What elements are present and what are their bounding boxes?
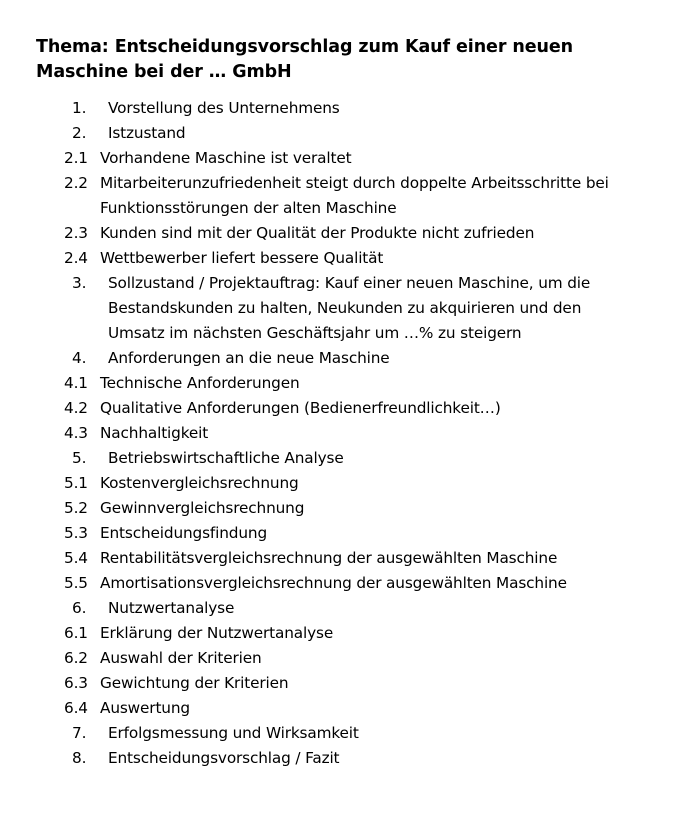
toc-text-line: Kostenvergleichsrechnung xyxy=(100,474,299,492)
title-line-1: Thema: Entscheidungsvorschlag zum Kauf einer neuen xyxy=(36,37,573,57)
toc-number: 6.3 xyxy=(64,674,88,692)
toc-text xyxy=(0,146,679,171)
toc-section xyxy=(0,746,679,771)
toc-number: 8. xyxy=(72,749,87,767)
toc-text xyxy=(0,646,679,671)
toc-text xyxy=(0,496,679,521)
toc-number: 2. xyxy=(72,124,87,142)
toc-number: 4.3 xyxy=(64,424,88,442)
toc-subsection xyxy=(0,371,679,396)
toc-subsection xyxy=(0,671,679,696)
toc-text-line: Istzustand xyxy=(108,124,186,142)
toc-text xyxy=(0,171,679,221)
toc-text-line: Technische Anforderungen xyxy=(100,374,300,392)
toc-text-line: Sollzustand / Projektauftrag: Kauf einer neuen Maschine, um die xyxy=(108,274,591,292)
toc-subsection xyxy=(0,646,679,671)
toc-text xyxy=(0,446,679,471)
toc-text xyxy=(0,671,679,696)
toc-text-line: Gewichtung der Kriterien xyxy=(100,674,289,692)
toc-text-line: Nutzwertanalyse xyxy=(108,599,235,617)
toc-text-line: Qualitative Anforderungen (Bedienerfreundlichkeit…) xyxy=(100,399,501,417)
toc-text xyxy=(0,696,679,721)
toc-number: 6.1 xyxy=(64,624,88,642)
toc-number: 2.4 xyxy=(64,249,88,267)
toc-number: 2.3 xyxy=(64,224,88,242)
toc-text-line: Auswertung xyxy=(100,699,190,717)
toc-text xyxy=(0,121,679,146)
toc-text xyxy=(0,546,679,571)
table-of-contents xyxy=(0,96,679,771)
toc-text-line: Vorstellung des Unternehmens xyxy=(108,99,340,117)
toc-text xyxy=(0,471,679,496)
toc-subsection xyxy=(0,471,679,496)
toc-subsection xyxy=(0,171,679,221)
toc-number: 5. xyxy=(72,449,87,467)
toc-number: 5.1 xyxy=(64,474,88,492)
toc-text xyxy=(0,396,679,421)
toc-section xyxy=(0,346,679,371)
toc-text-line: Kunden sind mit der Qualität der Produkte nicht zufrieden xyxy=(100,224,535,242)
toc-subsection xyxy=(0,396,679,421)
toc-number: 1. xyxy=(72,99,87,117)
toc-text-line: Gewinnvergleichsrechnung xyxy=(100,499,305,517)
toc-text-line: Funktionsstörungen der alten Maschine xyxy=(100,199,397,217)
toc-number: 6. xyxy=(72,599,87,617)
toc-subsection xyxy=(0,696,679,721)
toc-text-line: Mitarbeiterunzufriedenheit steigt durch doppelte Arbeitsschritte bei xyxy=(100,174,609,192)
toc-subsection xyxy=(0,421,679,446)
toc-text-line: Nachhaltigkeit xyxy=(100,424,209,442)
toc-section xyxy=(0,446,679,471)
toc-subsection xyxy=(0,521,679,546)
toc-number: 5.2 xyxy=(64,499,88,517)
toc-number: 6.2 xyxy=(64,649,88,667)
toc-section xyxy=(0,96,679,121)
toc-number: 4.2 xyxy=(64,399,88,417)
toc-number: 6.4 xyxy=(64,699,88,717)
toc-text-line: Erfolgsmessung und Wirksamkeit xyxy=(108,724,359,742)
toc-text-line: Entscheidungsvorschlag / Fazit xyxy=(108,749,340,767)
document-title xyxy=(36,35,646,85)
toc-text-line: Bestandskunden zu halten, Neukunden zu akquirieren und den xyxy=(108,299,582,317)
title-line-2: Maschine bei der … GmbH xyxy=(36,62,292,82)
toc-text xyxy=(0,421,679,446)
toc-section xyxy=(0,721,679,746)
toc-text-line: Rentabilitätsvergleichsrechnung der ausgewählten Maschine xyxy=(100,549,558,567)
toc-number: 5.5 xyxy=(64,574,88,592)
toc-text xyxy=(0,96,679,121)
toc-subsection xyxy=(0,221,679,246)
toc-text xyxy=(0,221,679,246)
toc-text-line: Vorhandene Maschine ist veraltet xyxy=(100,149,352,167)
toc-text-line: Erklärung der Nutzwertanalyse xyxy=(100,624,334,642)
toc-subsection xyxy=(0,496,679,521)
toc-text xyxy=(0,746,679,771)
toc-text xyxy=(0,621,679,646)
toc-number: 4.1 xyxy=(64,374,88,392)
toc-text xyxy=(0,596,679,621)
toc-section xyxy=(0,121,679,146)
toc-text-line: Amortisationsvergleichsrechnung der ausgewählten Maschine xyxy=(100,574,567,592)
toc-number: 5.3 xyxy=(64,524,88,542)
toc-text-line: Anforderungen an die neue Maschine xyxy=(108,349,390,367)
toc-text xyxy=(0,246,679,271)
toc-text-line: Auswahl der Kriterien xyxy=(100,649,262,667)
toc-section xyxy=(0,271,679,346)
toc-subsection xyxy=(0,246,679,271)
toc-text-line: Betriebswirtschaftliche Analyse xyxy=(108,449,344,467)
toc-text-line: Umsatz im nächsten Geschäftsjahr um …% zu steigern xyxy=(108,324,522,342)
toc-text xyxy=(0,521,679,546)
toc-number: 3. xyxy=(72,274,87,292)
toc-number: 2.1 xyxy=(64,149,88,167)
toc-text xyxy=(0,346,679,371)
toc-subsection xyxy=(0,546,679,571)
toc-subsection xyxy=(0,146,679,171)
toc-subsection xyxy=(0,571,679,596)
toc-number: 7. xyxy=(72,724,87,742)
toc-text-line: Wettbewerber liefert bessere Qualität xyxy=(100,249,384,267)
toc-section xyxy=(0,596,679,621)
toc-text xyxy=(0,371,679,396)
toc-text-line: Entscheidungsfindung xyxy=(100,524,268,542)
toc-subsection xyxy=(0,621,679,646)
toc-text xyxy=(0,571,679,596)
toc-number: 4. xyxy=(72,349,87,367)
toc-text xyxy=(0,721,679,746)
toc-text xyxy=(0,271,679,346)
toc-number: 2.2 xyxy=(64,174,88,192)
toc-number: 5.4 xyxy=(64,549,88,567)
